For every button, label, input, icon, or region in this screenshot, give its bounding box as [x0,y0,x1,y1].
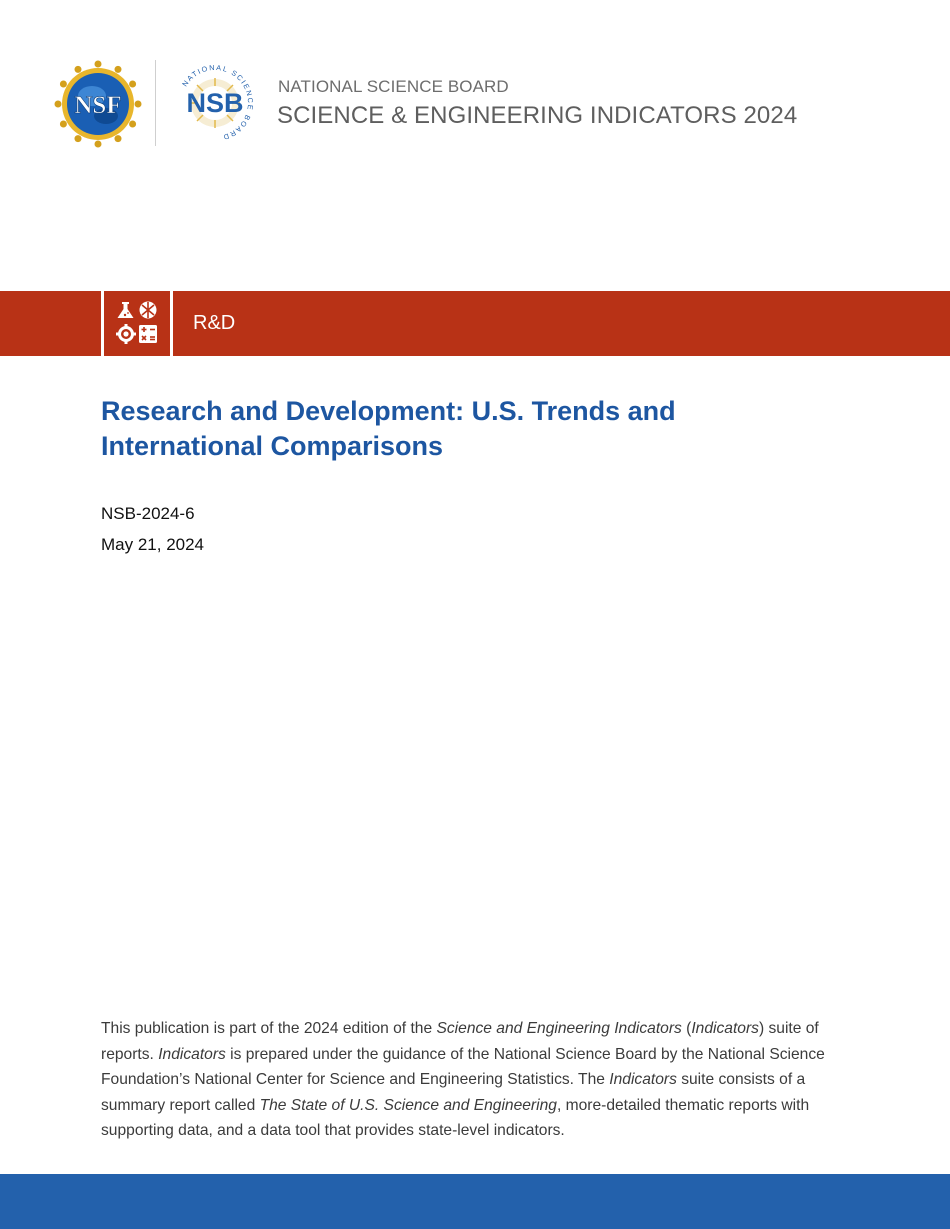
document-id: NSB-2024-6 [101,504,195,523]
topic-label: R&D [193,312,236,334]
svg-text:NSF: NSF [74,92,122,119]
org-name: NATIONAL SCIENCE BOARD [278,77,509,96]
topic-icon-box [101,291,173,356]
rd-topic-icon [115,300,159,346]
svg-text:NATIONAL SCIENCE BOARD: NATIONAL SCIENCE BOARD [180,62,256,143]
document-title: Research and Development: U.S. Trends and International Comparisons [101,396,676,461]
svg-text:NSB: NSB [186,88,244,118]
nsb-logo [172,60,258,146]
report-series-title: SCIENCE & ENGINEERING INDICATORS 2024 [277,102,798,129]
publication-description: This publication is part of the 2024 edition of the Science and Engineering Indicators (Indicators) suite of reports. Indicators is prepared under the guidance of the National Science Board by the National Science Foundation’s National Center for Science and Engineering Statistics. The Indicators suite consists of a summary report called The State of U.S. Science and Engineering, more-detailed thematic reports with supporting data, and a data tool that provides state-level indicators. [101,1020,825,1140]
nsf-logo [54,60,142,148]
footer-band [0,1174,950,1229]
logo-divider [155,60,156,146]
publication-date: May 21, 2024 [101,535,205,554]
